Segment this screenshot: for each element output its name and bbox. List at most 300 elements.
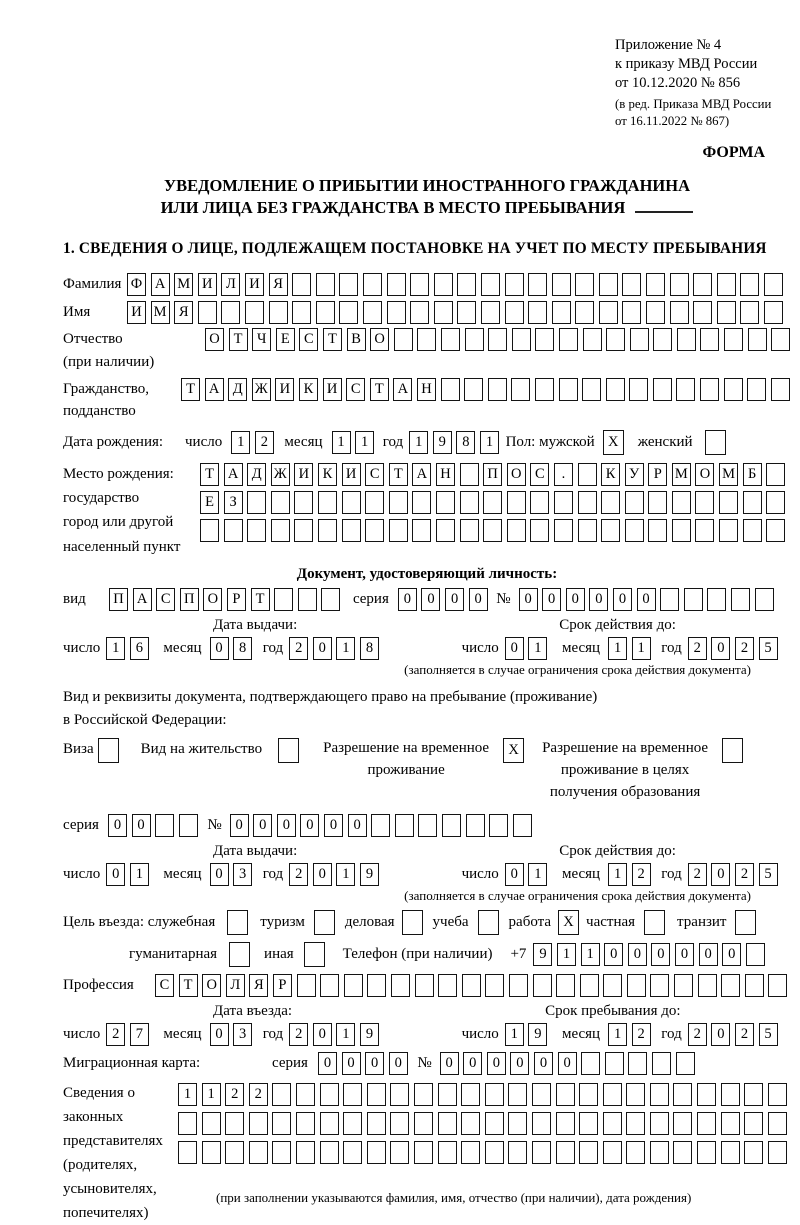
char-cell[interactable]: 0 (651, 943, 670, 966)
char-cell[interactable] (646, 301, 665, 324)
char-cell[interactable] (297, 974, 316, 997)
char-cell[interactable]: С (299, 328, 318, 351)
char-cell[interactable]: Н (417, 378, 436, 401)
char-cell[interactable]: 2 (688, 863, 707, 886)
char-cell[interactable]: 1 (608, 637, 627, 660)
char-cell[interactable]: Ч (252, 328, 271, 351)
char-cell[interactable]: 0 (398, 588, 417, 611)
char-cell[interactable] (653, 378, 672, 401)
char-cell[interactable] (601, 491, 620, 514)
char-cell[interactable] (466, 814, 485, 837)
char-cell[interactable]: 5 (759, 863, 778, 886)
char-cell[interactable]: З (224, 491, 243, 514)
char-cell[interactable]: И (294, 463, 313, 486)
char-cell[interactable]: 0 (542, 588, 561, 611)
char-cell[interactable] (746, 943, 765, 966)
char-cell[interactable] (599, 273, 618, 296)
char-cell[interactable]: 1 (106, 637, 125, 660)
char-cell[interactable] (695, 519, 714, 542)
char-cell[interactable]: 0 (445, 588, 464, 611)
char-cell[interactable] (412, 519, 431, 542)
char-cell[interactable] (507, 519, 526, 542)
char-cell[interactable] (485, 1083, 504, 1106)
char-cell[interactable] (410, 301, 429, 324)
char-cell[interactable] (462, 974, 481, 997)
purpose-transit-checkbox[interactable] (735, 910, 756, 935)
char-cell[interactable] (457, 273, 476, 296)
char-cell[interactable]: И (275, 378, 294, 401)
char-cell[interactable] (417, 328, 436, 351)
char-cell[interactable] (365, 519, 384, 542)
char-cell[interactable]: Я (269, 273, 288, 296)
char-cell[interactable]: 1 (336, 1023, 355, 1046)
char-cell[interactable] (387, 273, 406, 296)
char-cell[interactable]: С (156, 588, 175, 611)
char-cell[interactable]: 1 (178, 1083, 197, 1106)
char-cell[interactable] (684, 588, 703, 611)
char-cell[interactable] (745, 974, 764, 997)
purpose-other-checkbox[interactable] (304, 942, 325, 967)
char-cell[interactable]: О (205, 328, 224, 351)
char-cell[interactable]: 2 (249, 1083, 268, 1106)
char-cell[interactable]: 0 (210, 637, 229, 660)
char-cell[interactable]: 0 (469, 588, 488, 611)
char-cell[interactable] (532, 1141, 551, 1164)
char-cell[interactable] (343, 1112, 362, 1135)
char-cell[interactable]: 1 (231, 431, 250, 454)
char-cell[interactable] (626, 1141, 645, 1164)
char-cell[interactable] (625, 519, 644, 542)
char-cell[interactable]: Л (221, 273, 240, 296)
char-cell[interactable]: 5 (759, 637, 778, 660)
char-cell[interactable] (744, 1112, 763, 1135)
char-cell[interactable] (670, 273, 689, 296)
char-cell[interactable]: 0 (365, 1052, 384, 1075)
char-cell[interactable]: 0 (230, 814, 249, 837)
char-cell[interactable] (693, 301, 712, 324)
char-cell[interactable] (744, 1083, 763, 1106)
char-cell[interactable] (695, 491, 714, 514)
char-cell[interactable] (698, 974, 717, 997)
char-cell[interactable]: 1 (608, 863, 627, 886)
char-cell[interactable] (363, 273, 382, 296)
char-cell[interactable] (488, 378, 507, 401)
char-cell[interactable] (768, 1112, 787, 1135)
char-cell[interactable] (554, 491, 573, 514)
char-cell[interactable]: К (299, 378, 318, 401)
char-cell[interactable] (224, 519, 243, 542)
char-cell[interactable]: 2 (632, 863, 651, 886)
char-cell[interactable]: 5 (759, 1023, 778, 1046)
char-cell[interactable] (700, 378, 719, 401)
char-cell[interactable] (271, 491, 290, 514)
char-cell[interactable] (697, 1112, 716, 1135)
char-cell[interactable] (508, 1141, 527, 1164)
char-cell[interactable] (320, 1083, 339, 1106)
char-cell[interactable] (508, 1083, 527, 1106)
char-cell[interactable] (245, 301, 264, 324)
char-cell[interactable] (677, 328, 696, 351)
char-cell[interactable]: 1 (608, 1023, 627, 1046)
char-cell[interactable]: С (346, 378, 365, 401)
char-cell[interactable]: 1 (528, 863, 547, 886)
char-cell[interactable] (603, 1141, 622, 1164)
char-cell[interactable] (721, 1112, 740, 1135)
char-cell[interactable]: 1 (557, 943, 576, 966)
char-cell[interactable]: 3 (233, 1023, 252, 1046)
char-cell[interactable]: 1 (332, 431, 351, 454)
char-cell[interactable] (485, 1141, 504, 1164)
char-cell[interactable] (670, 301, 689, 324)
char-cell[interactable] (436, 491, 455, 514)
char-cell[interactable] (438, 974, 457, 997)
char-cell[interactable] (438, 1083, 457, 1106)
char-cell[interactable]: О (695, 463, 714, 486)
char-cell[interactable] (575, 301, 594, 324)
char-cell[interactable] (648, 519, 667, 542)
char-cell[interactable] (579, 1141, 598, 1164)
char-cell[interactable] (367, 974, 386, 997)
char-cell[interactable]: Л (226, 974, 245, 997)
char-cell[interactable] (339, 301, 358, 324)
char-cell[interactable] (483, 491, 502, 514)
char-cell[interactable]: Е (276, 328, 295, 351)
visa-checkbox[interactable] (98, 738, 119, 763)
char-cell[interactable] (724, 328, 743, 351)
char-cell[interactable] (434, 301, 453, 324)
char-cell[interactable]: 0 (722, 943, 741, 966)
char-cell[interactable] (650, 1112, 669, 1135)
char-cell[interactable]: С (530, 463, 549, 486)
char-cell[interactable]: Т (200, 463, 219, 486)
char-cell[interactable] (296, 1083, 315, 1106)
char-cell[interactable] (489, 814, 508, 837)
char-cell[interactable] (464, 378, 483, 401)
char-cell[interactable]: 0 (313, 1023, 332, 1046)
char-cell[interactable] (673, 1112, 692, 1135)
char-cell[interactable] (410, 273, 429, 296)
char-cell[interactable]: 2 (735, 863, 754, 886)
char-cell[interactable] (579, 1112, 598, 1135)
char-cell[interactable]: 0 (253, 814, 272, 837)
purpose-study-checkbox[interactable] (478, 910, 499, 935)
char-cell[interactable] (441, 328, 460, 351)
char-cell[interactable] (441, 378, 460, 401)
char-cell[interactable] (294, 519, 313, 542)
char-cell[interactable]: 2 (289, 637, 308, 660)
char-cell[interactable]: Ф (127, 273, 146, 296)
char-cell[interactable]: Н (436, 463, 455, 486)
char-cell[interactable] (512, 328, 531, 351)
char-cell[interactable] (626, 1112, 645, 1135)
char-cell[interactable] (578, 491, 597, 514)
char-cell[interactable]: 0 (637, 588, 656, 611)
char-cell[interactable]: 1 (409, 431, 428, 454)
char-cell[interactable] (559, 378, 578, 401)
char-cell[interactable] (717, 301, 736, 324)
char-cell[interactable] (766, 463, 785, 486)
char-cell[interactable] (650, 974, 669, 997)
char-cell[interactable] (707, 588, 726, 611)
char-cell[interactable] (578, 463, 597, 486)
char-cell[interactable] (771, 378, 790, 401)
char-cell[interactable] (748, 328, 767, 351)
char-cell[interactable]: 0 (519, 588, 538, 611)
char-cell[interactable] (412, 491, 431, 514)
char-cell[interactable] (367, 1083, 386, 1106)
char-cell[interactable]: Б (743, 463, 762, 486)
char-cell[interactable]: В (347, 328, 366, 351)
char-cell[interactable] (202, 1141, 221, 1164)
char-cell[interactable] (507, 491, 526, 514)
char-cell[interactable]: 0 (210, 1023, 229, 1046)
char-cell[interactable] (719, 491, 738, 514)
char-cell[interactable] (581, 1052, 600, 1075)
char-cell[interactable] (321, 588, 340, 611)
char-cell[interactable] (508, 1112, 527, 1135)
char-cell[interactable]: 8 (360, 637, 379, 660)
char-cell[interactable] (316, 273, 335, 296)
purpose-humanitarian-checkbox[interactable] (229, 942, 250, 967)
char-cell[interactable]: 8 (233, 637, 252, 660)
char-cell[interactable]: А (151, 273, 170, 296)
char-cell[interactable]: 6 (130, 637, 149, 660)
char-cell[interactable]: А (133, 588, 152, 611)
char-cell[interactable] (461, 1141, 480, 1164)
char-cell[interactable] (556, 974, 575, 997)
char-cell[interactable] (768, 974, 787, 997)
char-cell[interactable]: 9 (433, 431, 452, 454)
char-cell[interactable] (488, 328, 507, 351)
char-cell[interactable] (438, 1112, 457, 1135)
char-cell[interactable]: 0 (277, 814, 296, 837)
char-cell[interactable] (599, 301, 618, 324)
char-cell[interactable]: 0 (604, 943, 623, 966)
char-cell[interactable] (719, 519, 738, 542)
purpose-work-checkbox[interactable]: X (558, 910, 579, 935)
char-cell[interactable] (575, 273, 594, 296)
char-cell[interactable] (626, 1083, 645, 1106)
char-cell[interactable] (554, 519, 573, 542)
char-cell[interactable]: 3 (233, 863, 252, 886)
char-cell[interactable] (272, 1112, 291, 1135)
char-cell[interactable]: Ж (252, 378, 271, 401)
char-cell[interactable]: И (245, 273, 264, 296)
char-cell[interactable] (318, 519, 337, 542)
char-cell[interactable] (460, 463, 479, 486)
char-cell[interactable] (198, 301, 217, 324)
char-cell[interactable]: 2 (688, 637, 707, 660)
char-cell[interactable] (461, 1083, 480, 1106)
char-cell[interactable]: 9 (528, 1023, 547, 1046)
char-cell[interactable] (342, 519, 361, 542)
char-cell[interactable] (674, 974, 693, 997)
char-cell[interactable]: 0 (566, 588, 585, 611)
char-cell[interactable]: И (342, 463, 361, 486)
char-cell[interactable] (274, 588, 293, 611)
char-cell[interactable]: 1 (355, 431, 374, 454)
char-cell[interactable]: М (672, 463, 691, 486)
char-cell[interactable]: А (205, 378, 224, 401)
char-cell[interactable] (764, 301, 783, 324)
char-cell[interactable]: 2 (688, 1023, 707, 1046)
char-cell[interactable] (622, 301, 641, 324)
char-cell[interactable] (272, 1141, 291, 1164)
char-cell[interactable]: 1 (505, 1023, 524, 1046)
char-cell[interactable]: Д (228, 378, 247, 401)
char-cell[interactable]: 1 (632, 637, 651, 660)
char-cell[interactable] (528, 273, 547, 296)
char-cell[interactable] (296, 1141, 315, 1164)
char-cell[interactable] (582, 378, 601, 401)
char-cell[interactable] (442, 814, 461, 837)
char-cell[interactable] (601, 519, 620, 542)
char-cell[interactable] (676, 1052, 695, 1075)
char-cell[interactable] (673, 1141, 692, 1164)
char-cell[interactable]: Р (227, 588, 246, 611)
char-cell[interactable] (202, 1112, 221, 1135)
char-cell[interactable] (533, 974, 552, 997)
char-cell[interactable] (247, 519, 266, 542)
char-cell[interactable] (650, 1083, 669, 1106)
char-cell[interactable]: М (174, 273, 193, 296)
char-cell[interactable] (724, 378, 743, 401)
char-cell[interactable]: 0 (510, 1052, 529, 1075)
char-cell[interactable]: П (180, 588, 199, 611)
char-cell[interactable] (721, 974, 740, 997)
char-cell[interactable] (365, 491, 384, 514)
char-cell[interactable] (460, 519, 479, 542)
char-cell[interactable]: 0 (440, 1052, 459, 1075)
char-cell[interactable]: 0 (711, 863, 730, 886)
char-cell[interactable] (532, 1112, 551, 1135)
char-cell[interactable]: 9 (360, 1023, 379, 1046)
char-cell[interactable] (367, 1112, 386, 1135)
char-cell[interactable]: 9 (360, 863, 379, 886)
char-cell[interactable] (630, 328, 649, 351)
char-cell[interactable] (717, 273, 736, 296)
char-cell[interactable] (316, 301, 335, 324)
char-cell[interactable] (179, 814, 198, 837)
char-cell[interactable]: 0 (210, 863, 229, 886)
char-cell[interactable] (700, 328, 719, 351)
char-cell[interactable] (394, 328, 413, 351)
char-cell[interactable]: 0 (675, 943, 694, 966)
char-cell[interactable] (395, 814, 414, 837)
sex-male-checkbox[interactable]: X (603, 430, 624, 455)
char-cell[interactable] (535, 328, 554, 351)
char-cell[interactable]: 0 (318, 1052, 337, 1075)
char-cell[interactable] (221, 301, 240, 324)
char-cell[interactable] (629, 378, 648, 401)
char-cell[interactable] (414, 1141, 433, 1164)
char-cell[interactable]: 1 (480, 431, 499, 454)
char-cell[interactable] (249, 1112, 268, 1135)
char-cell[interactable] (343, 1141, 362, 1164)
char-cell[interactable] (438, 1141, 457, 1164)
char-cell[interactable]: Т (389, 463, 408, 486)
char-cell[interactable] (646, 273, 665, 296)
char-cell[interactable] (583, 328, 602, 351)
char-cell[interactable] (535, 378, 554, 401)
char-cell[interactable] (485, 974, 504, 997)
char-cell[interactable] (461, 1112, 480, 1135)
char-cell[interactable] (367, 1141, 386, 1164)
char-cell[interactable]: 2 (632, 1023, 651, 1046)
char-cell[interactable] (606, 328, 625, 351)
char-cell[interactable] (343, 1083, 362, 1106)
char-cell[interactable]: К (318, 463, 337, 486)
char-cell[interactable] (434, 273, 453, 296)
char-cell[interactable]: Т (251, 588, 270, 611)
char-cell[interactable]: 0 (313, 637, 332, 660)
char-cell[interactable] (673, 1083, 692, 1106)
char-cell[interactable]: 2 (289, 863, 308, 886)
char-cell[interactable] (509, 974, 528, 997)
char-cell[interactable]: 0 (324, 814, 343, 837)
char-cell[interactable]: П (109, 588, 128, 611)
char-cell[interactable]: 0 (342, 1052, 361, 1075)
char-cell[interactable] (676, 378, 695, 401)
char-cell[interactable] (390, 1083, 409, 1106)
char-cell[interactable]: 1 (202, 1083, 221, 1106)
char-cell[interactable] (460, 491, 479, 514)
char-cell[interactable]: 1 (581, 943, 600, 966)
char-cell[interactable] (200, 519, 219, 542)
char-cell[interactable]: 0 (108, 814, 127, 837)
char-cell[interactable] (415, 974, 434, 997)
char-cell[interactable] (363, 301, 382, 324)
char-cell[interactable]: 0 (628, 943, 647, 966)
char-cell[interactable] (481, 301, 500, 324)
char-cell[interactable] (292, 301, 311, 324)
char-cell[interactable]: Д (247, 463, 266, 486)
char-cell[interactable] (605, 1052, 624, 1075)
char-cell[interactable] (513, 814, 532, 837)
char-cell[interactable] (672, 519, 691, 542)
char-cell[interactable] (721, 1083, 740, 1106)
char-cell[interactable]: 8 (456, 431, 475, 454)
char-cell[interactable] (292, 273, 311, 296)
char-cell[interactable] (552, 301, 571, 324)
char-cell[interactable] (269, 301, 288, 324)
char-cell[interactable] (755, 588, 774, 611)
char-cell[interactable]: 0 (505, 637, 524, 660)
char-cell[interactable] (556, 1083, 575, 1106)
char-cell[interactable] (465, 328, 484, 351)
char-cell[interactable] (721, 1141, 740, 1164)
char-cell[interactable]: 0 (463, 1052, 482, 1075)
purpose-official-checkbox[interactable] (227, 910, 248, 935)
char-cell[interactable] (747, 378, 766, 401)
char-cell[interactable]: Т (181, 378, 200, 401)
char-cell[interactable] (178, 1141, 197, 1164)
char-cell[interactable]: 2 (225, 1083, 244, 1106)
char-cell[interactable] (556, 1141, 575, 1164)
char-cell[interactable] (483, 519, 502, 542)
char-cell[interactable]: 0 (313, 863, 332, 886)
char-cell[interactable] (650, 1141, 669, 1164)
char-cell[interactable]: И (198, 273, 217, 296)
char-cell[interactable] (672, 491, 691, 514)
char-cell[interactable] (387, 301, 406, 324)
char-cell[interactable] (768, 1083, 787, 1106)
char-cell[interactable] (743, 519, 762, 542)
char-cell[interactable]: 0 (487, 1052, 506, 1075)
char-cell[interactable]: 1 (528, 637, 547, 660)
char-cell[interactable] (578, 519, 597, 542)
char-cell[interactable]: О (202, 974, 221, 997)
